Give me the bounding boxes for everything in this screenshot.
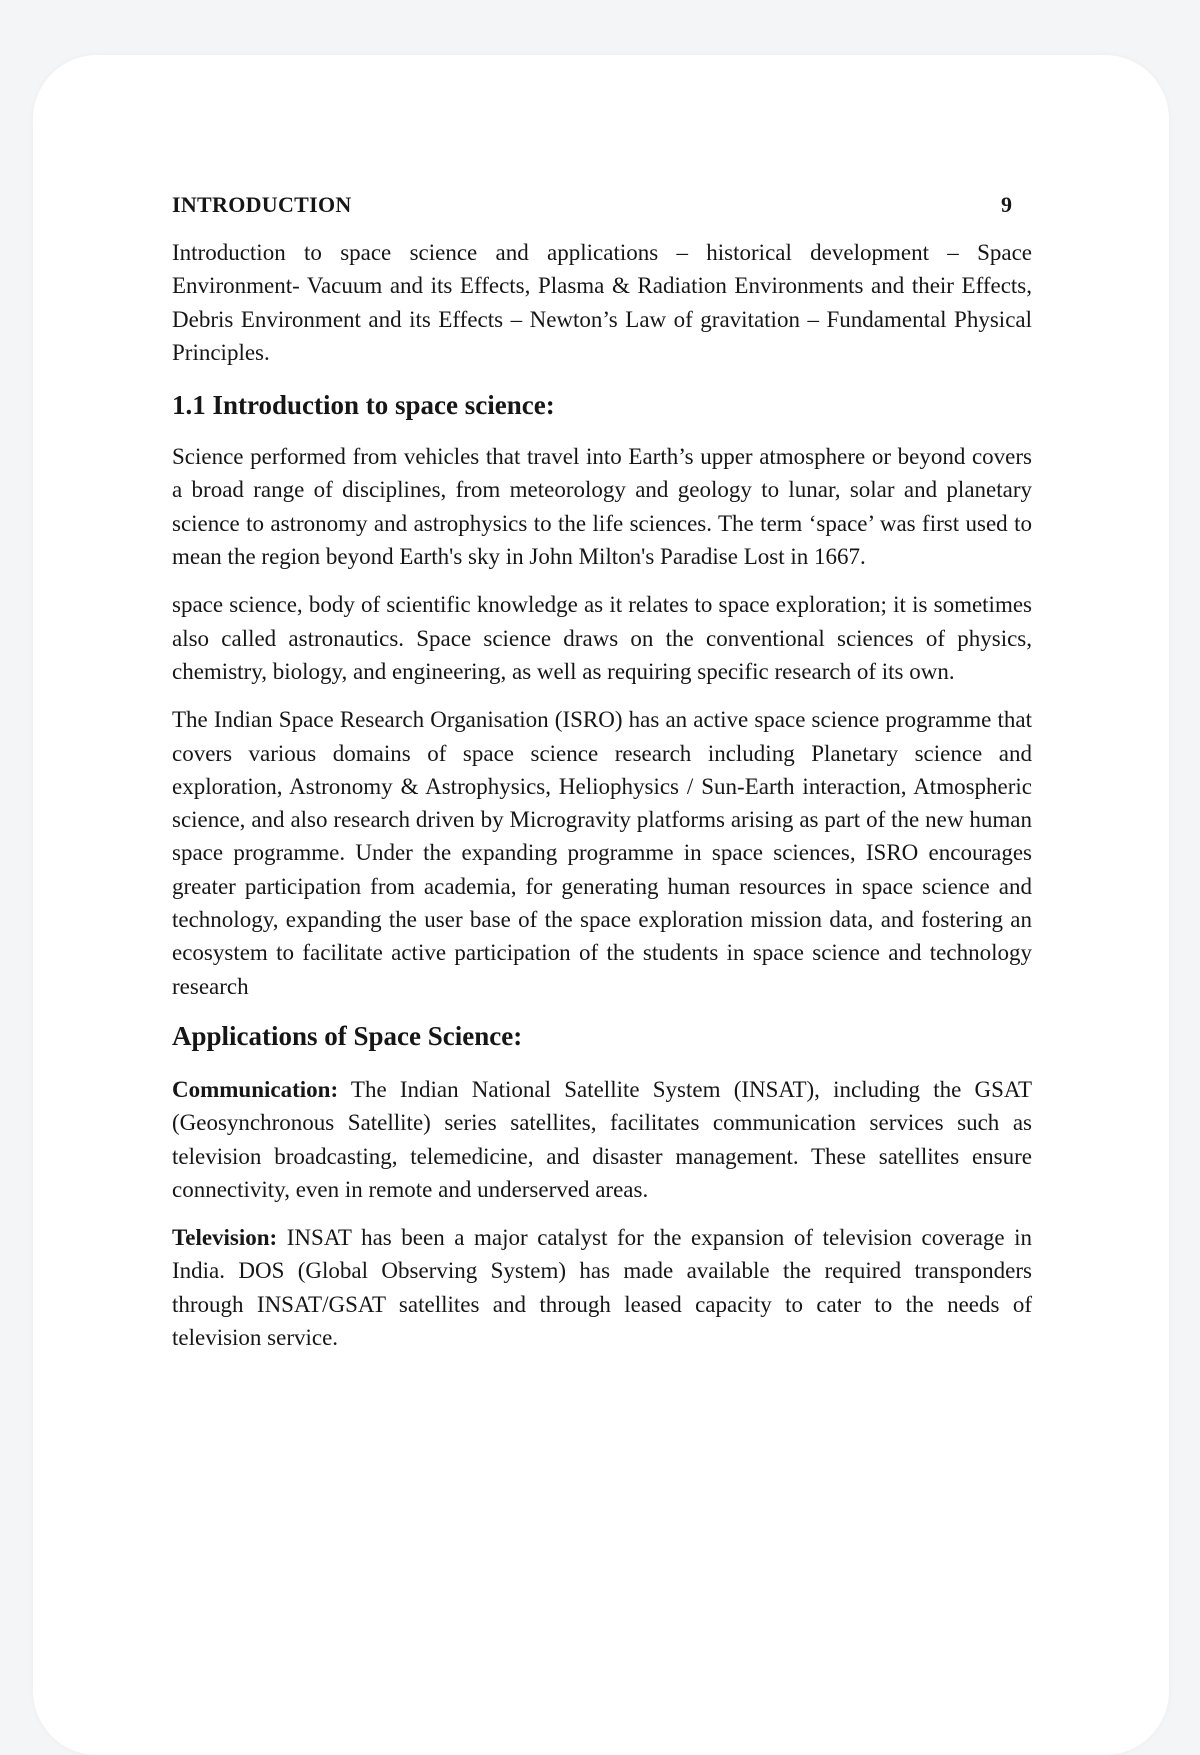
paragraph-space-science-definition: space science, body of scientific knowledge as it relates to space exploration; it is sometimes also called astronautics. Space science draws on the conventional sciences of physics, chemistry, biology, and engineering, as well as requiring specific research of its own. (172, 592, 1032, 684)
paragraph-television (172, 1221, 1032, 1354)
page-number: 9 (1001, 192, 1012, 217)
chapter-overview: Introduction to space science and applications – historical development – Space Environment- Vacuum and its Effects, Plasma & Radiation Environments and their Effects, Debris Environment and its Effects – Newton’s Law of gravitation – Fundamental Physical Principles. (172, 240, 1032, 365)
communication-text: The Indian National Satellite System (INSAT), including the GSAT (Geosynchronous Satellite) series satellites, facilitates communication services such as television broadcasting, telemedicine, and disaster management. These satellites ensure connectivity, even in remote and underserved areas. (172, 1076, 1032, 1202)
section-heading-intro-space-science: 1.1 Introduction to space science: (172, 390, 555, 421)
running-title: INTRODUCTION (172, 192, 352, 217)
paragraph-isro-programme: The Indian Space Research Organisation (ISRO) has an active space science programme that covers various domains of space science research including Planetary science and exploration, Astronomy & Astrophysics, Heliophysics / Sun-Earth interaction, Atmospheric science, and also research driven by Microgravity platforms arising as part of the new human space programme. Under the expanding programme in space sciences, ISRO encourages greater participation from academia, for generating human resources in space science and technology, expanding the user base of the space exploration mission data, and fostering an ecosystem to facilitate active participation of the students in space science and technology research (172, 707, 1032, 999)
term-communication: Communication: (172, 1076, 339, 1102)
paragraph-space-science-scope: Science performed from vehicles that travel into Earth’s upper atmosphere or beyond covers a broad range of disciplines, from meteorology and geology to lunar, solar and planetary science to astronomy and astrophysics to the life sciences. The term ‘space’ was first used to mean the region beyond Earth's sky in John Milton's Paradise Lost in 1667. (172, 444, 1032, 570)
television-text: INSAT has been a major catalyst for the expansion of television coverage in India. DOS (Global Observing System) has made available the required transponders through INSAT/GSAT satellites and through leased capacity to cater to the needs of television service. (172, 1225, 1032, 1351)
page-content (172, 190, 1032, 1369)
term-television: Television: (172, 1225, 278, 1251)
section-heading-applications: Applications of Space Science: (172, 1020, 523, 1051)
running-header (172, 190, 1012, 220)
paragraph-communication (172, 1073, 1032, 1206)
